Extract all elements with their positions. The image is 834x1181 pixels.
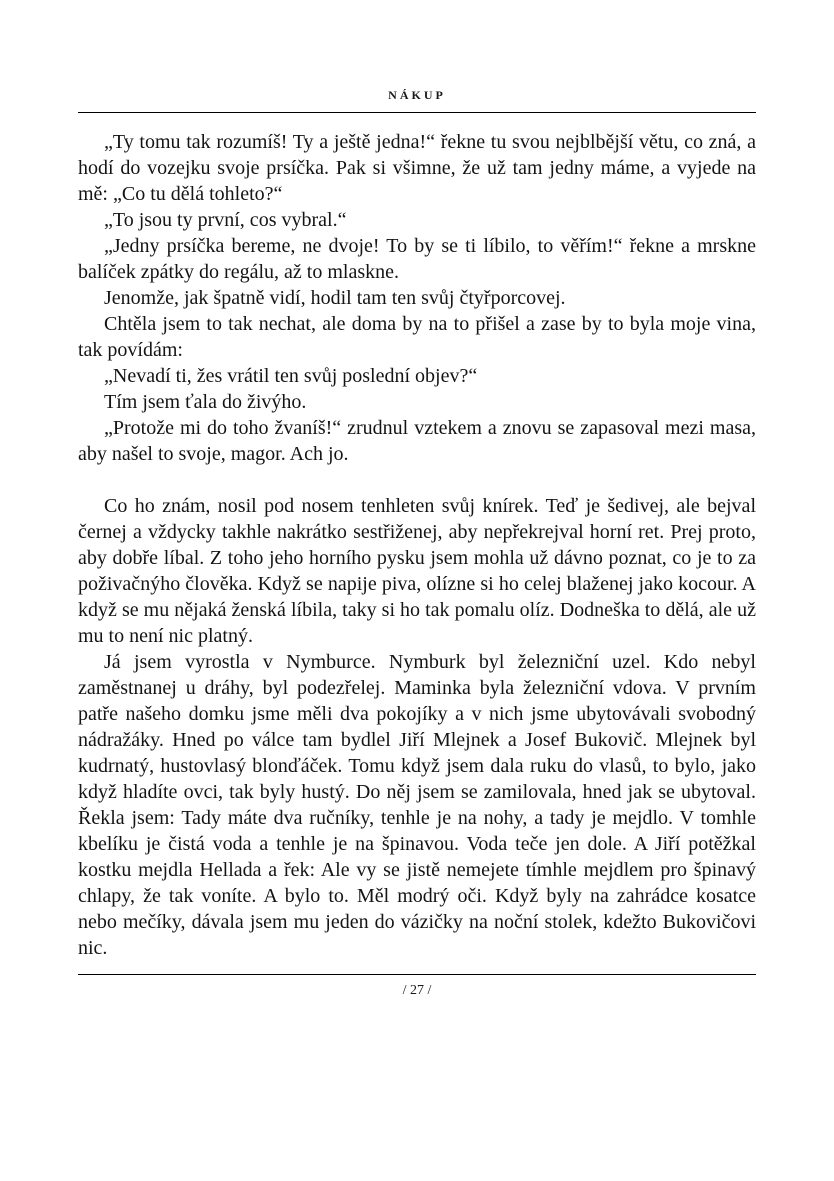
running-header: NÁKUP — [388, 88, 446, 102]
page-number: / 27 / — [402, 983, 432, 998]
paragraph: Já jsem vyrostla v Nymburce. Nymburk byl železniční uzel. Kdo nebyl zaměstnanej u dráhy, byl podezřelej. Maminka byla železniční vdova. V prvním patře našeho domku jsme měli dva pokojíky a v nich jsme ubytovávali svobodný nádražáky. Hned po válce tam bydlel Jiří Mlejnek a Josef Bukovič. Mlejnek byl kudrnatý, hustovlasý blonďáček. Tomu když jsem dala ruku do vlasů, to bylo, jako když hladíte ovci, tak byly hustý. Do něj jsem se zamilovala, hned jak se ubytoval. Řekla jsem: Tady máte dva ručníky, tenhle je na nohy, a tady je mejdlo. V tomhle kbelíku je čistá voda a tenhle je na špinavou. Voda teče jen dole. A Jiří potěžkal kostku mejdla Hellada a řek: Ale vy se jistě nemejete tímhle mejdlem pro špinavý chlapy, že tak voníte. A bylo to. Měl modrý oči. Když byly na zahrádce kosatce nebo mečíky, dávala jsem mu jeden do vázičky na noční stolek, kdežto Bukovičovi nic. — [78, 651, 756, 959]
paragraph: Jenomže, jak špatně vidí, hodil tam ten svůj čtyřporcovej. — [104, 287, 566, 309]
book-page — [78, 0, 756, 999]
paragraph: Co ho znám, nosil pod nosem tenhleten svůj knírek. Teď je šedivej, ale bejval černej a vždycky takhle nakrátko sestřiženej, aby nepřekrejval horní ret. Prej proto, aby dobře líbal. Z toho jeho horního pysku jsem mohla už dávno poznat, co je to za poživačnýho člověka. Když se napije piva, olízne si ho celej blaženej jako kocour. A když se mu nějaká ženská líbila, taky si ho tak pomalu olíz. Dodneška to dělá, ale už mu to není nic platný. — [78, 495, 756, 647]
header-rule — [78, 112, 756, 113]
paragraph: „Protože mi do toho žvaníš!“ zrudnul vztekem a znovu se zapasoval mezi masa, aby našel to svoje, magor. Ach jo. — [78, 417, 756, 465]
paragraph: „To jsou ty první, cos vybral.“ — [104, 209, 347, 231]
paragraph: „Nevadí ti, žes vrátil ten svůj poslední objev?“ — [104, 365, 478, 387]
paragraph: Tím jsem ťala do živýho. — [104, 391, 307, 413]
paragraph: „Jedny prsíčka bereme, ne dvoje! To by se ti líbilo, to věřím!“ řekne a mrskne balíček zpátky do regálu, až to mlaskne. — [78, 235, 756, 283]
footer-rule — [78, 974, 756, 975]
page-body — [78, 129, 756, 961]
paragraph: „Ty tomu tak rozumíš! Ty a ještě jedna!“ řekne tu svou nejblbější větu, co zná, a hodí do vozejku svoje prsíčka. Pak si všimne, že už tam jedny máme, a vyjede na mě: „Co tu dělá tohleto?“ — [78, 131, 756, 205]
paragraph: Chtěla jsem to tak nechat, ale doma by na to přišel a zase by to byla moje vina, tak povídám: — [78, 313, 756, 361]
